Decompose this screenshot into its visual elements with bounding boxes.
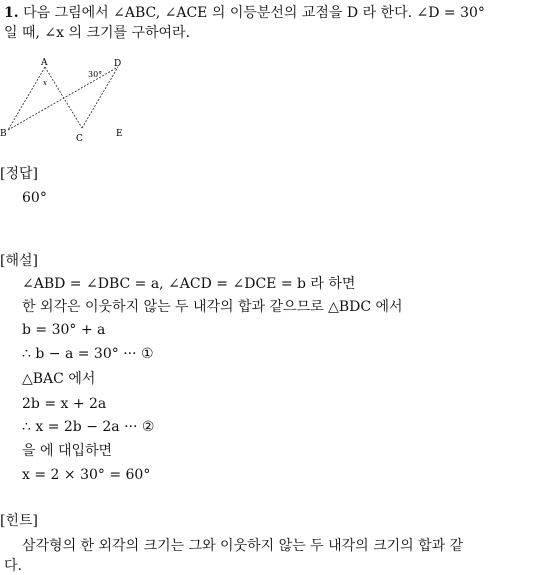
- angle-x-label: x: [43, 79, 47, 87]
- hint-line-1: 삼각형의 한 외각의 크기는 그와 이웃하지 않는 두 내각의 크기의 합과 같: [22, 538, 464, 554]
- answer-header: [정답]: [0, 166, 38, 182]
- solution-line-7: ∴ x = 2b − 2a ··· ②: [22, 419, 155, 435]
- label-a: A: [41, 58, 48, 68]
- label-d: D: [114, 59, 122, 69]
- angle-d-label: 30°: [88, 70, 103, 79]
- solution-line-4: ∴ b − a = 30° ··· ①: [22, 346, 154, 362]
- solution-header: [해설]: [0, 253, 38, 269]
- problem-text-1: 다음 그림에서 ∠ABC, ∠ACE 의 이등분선의 교점을 D 라 한다. ∠D = 30°: [23, 5, 485, 21]
- problem-number: 1.: [4, 5, 19, 21]
- segment-ab: [8, 67, 45, 130]
- solution-line-3: b = 30° + a: [22, 322, 106, 338]
- solution-line-8: 을 에 대입하면: [22, 443, 113, 459]
- problem-text-2: 일 때, ∠x 의 크기를 구하여라.: [4, 25, 191, 41]
- solution-line-2: 한 외각은 이웃하지 않는 두 내각의 합과 같으므로 △BDC 에서: [22, 299, 403, 315]
- answer-value: 60°: [22, 190, 47, 206]
- label-c: C: [76, 134, 83, 144]
- problem-line-1: [4, 4, 485, 22]
- hint-line-2: 다.: [4, 558, 22, 574]
- solution-line-1: ∠ABD = ∠DBC = a, ∠ACD = ∠DCE = b 라 하면: [22, 276, 356, 292]
- solution-line-5: △BAC 에서: [22, 371, 96, 387]
- hint-header: [힌트]: [0, 513, 38, 529]
- label-e: E: [116, 129, 123, 139]
- solution-line-9: x = 2 × 30° = 60°: [22, 467, 151, 483]
- segment-ac: [45, 67, 82, 128]
- label-b: B: [0, 129, 7, 139]
- geometry-figure: [0, 55, 140, 150]
- solution-line-6: 2b = x + 2a: [22, 396, 107, 412]
